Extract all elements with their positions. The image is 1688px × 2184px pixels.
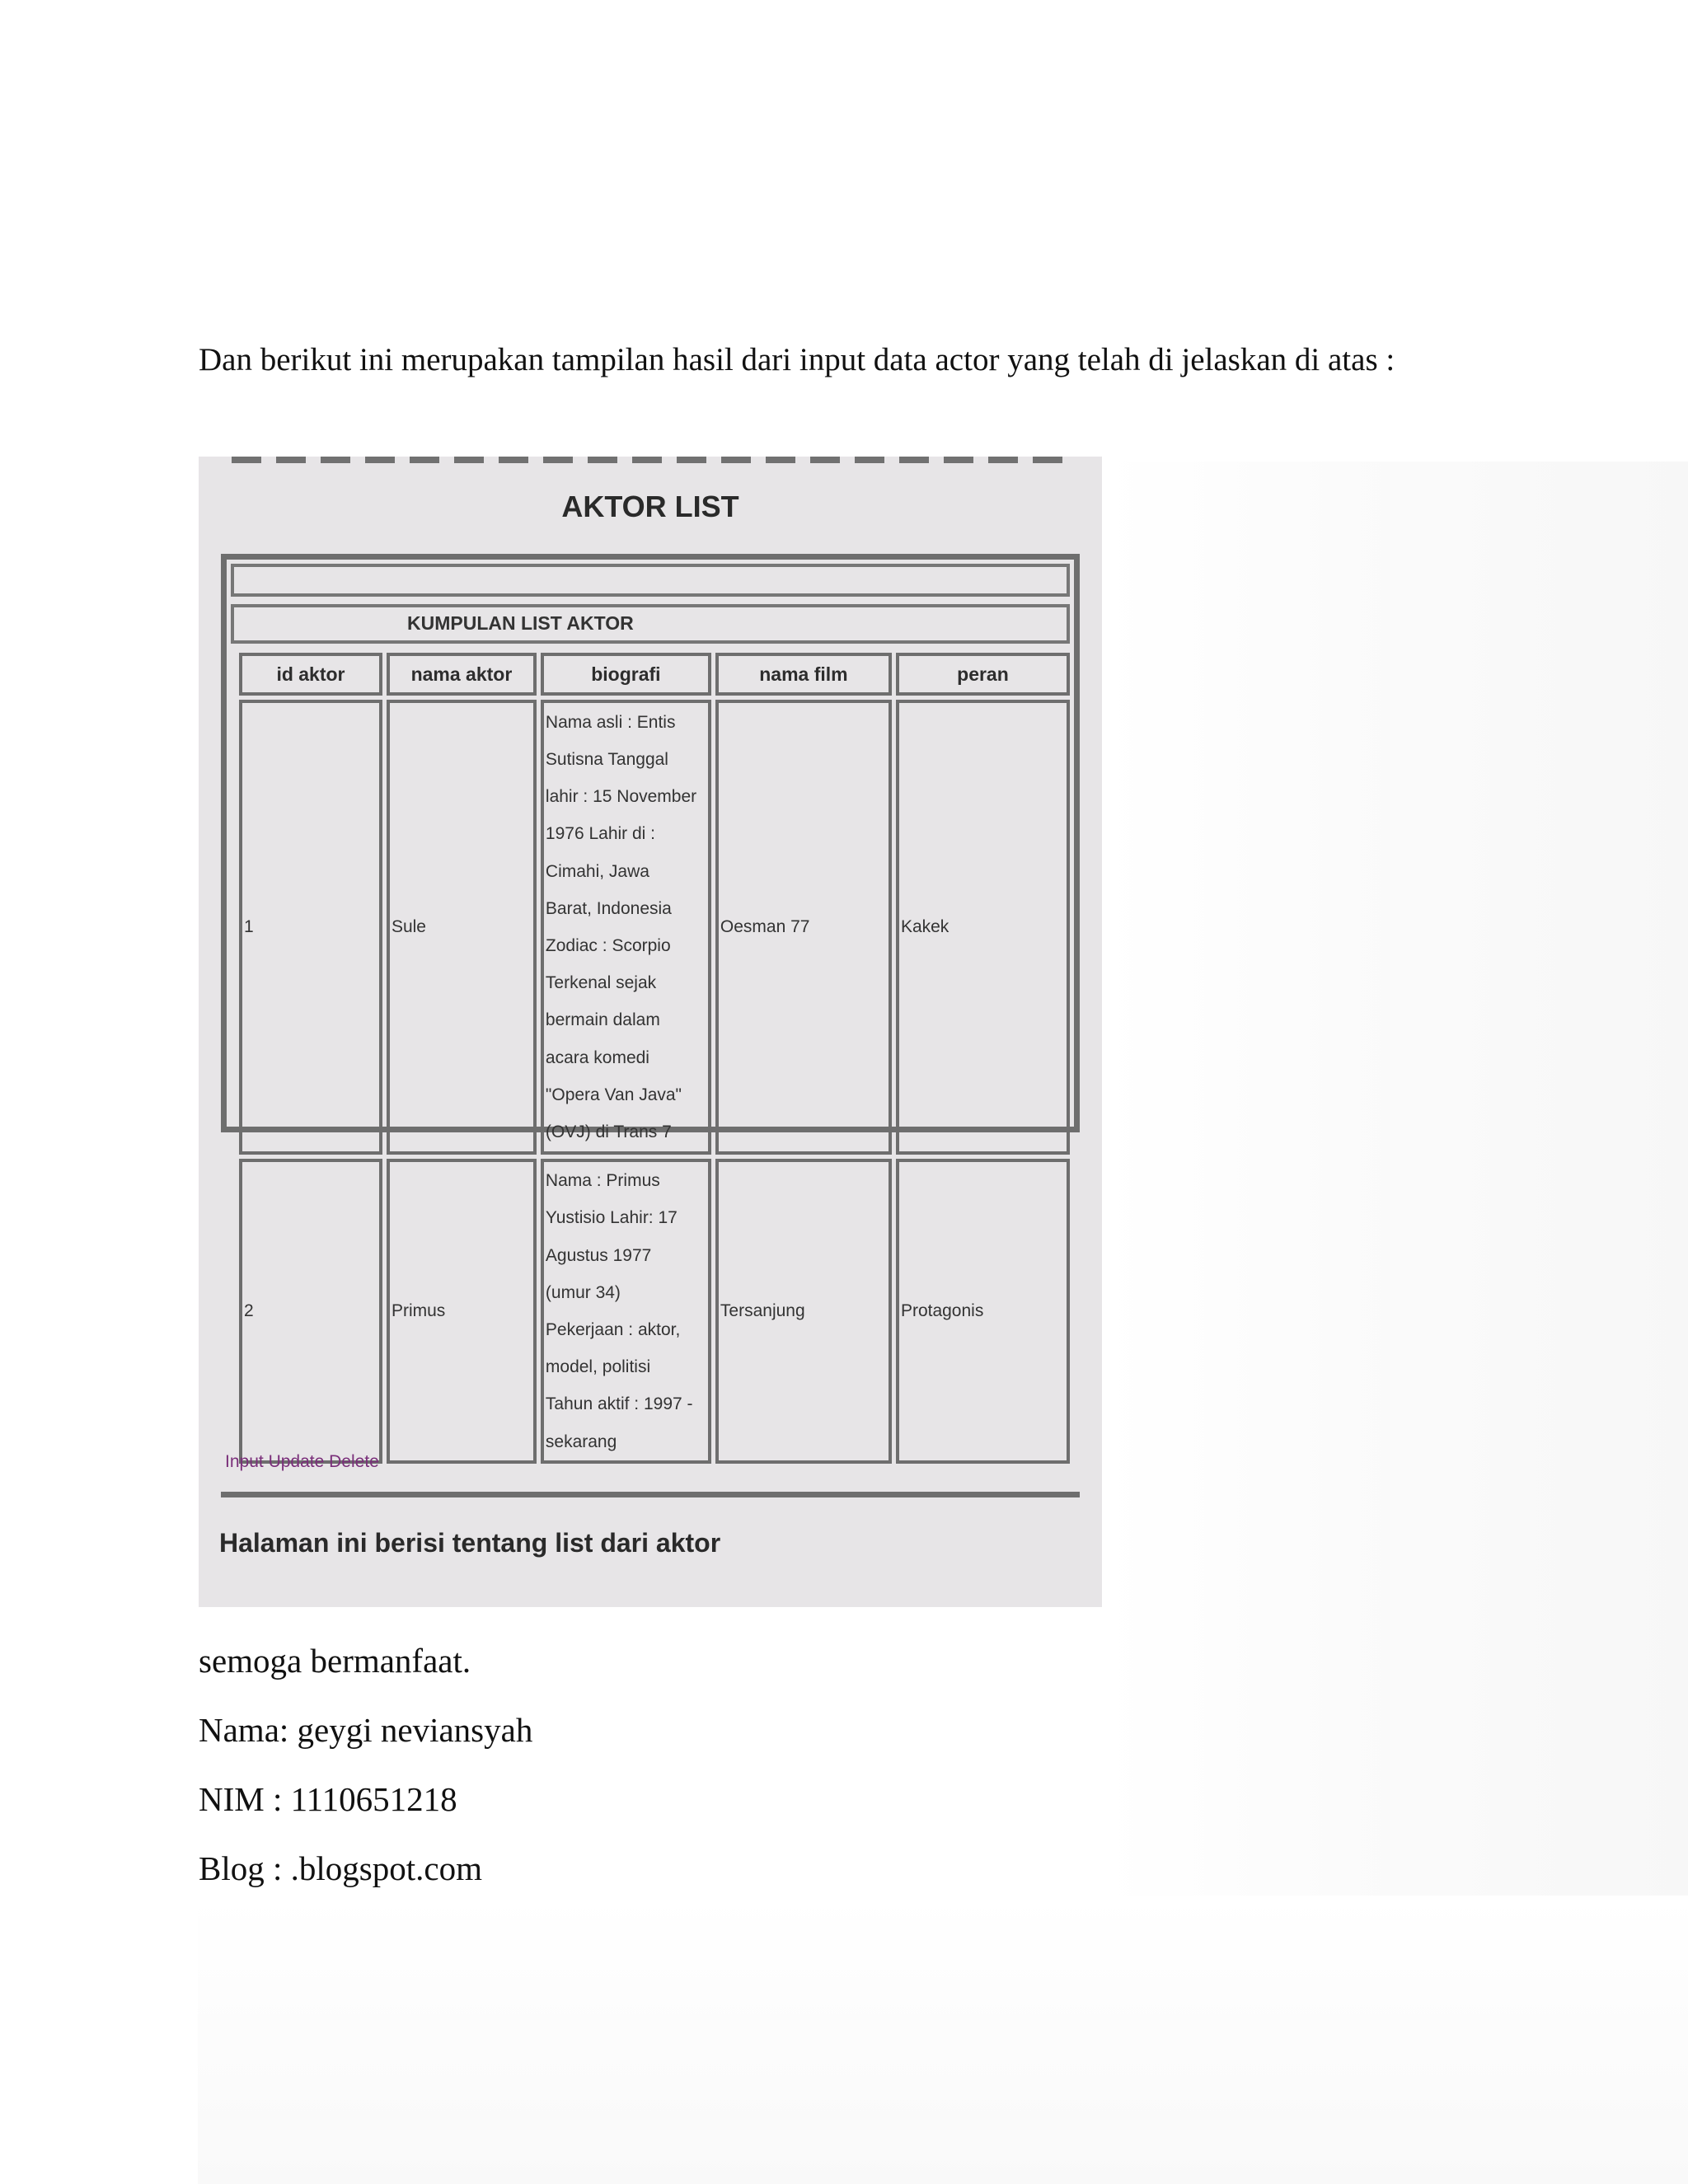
table-caption-row xyxy=(231,604,1070,644)
table-row xyxy=(239,700,1070,1155)
column-header-film: nama film xyxy=(715,653,892,696)
cell-biografi xyxy=(541,1159,711,1464)
author-nim: NIM : 1110651218 xyxy=(199,1780,457,1818)
column-header-id: id aktor xyxy=(239,653,382,696)
screenshot-footer: Halaman ini berisi tentang list dari aktor xyxy=(219,1528,721,1558)
bio-line: 1976 Lahir di : xyxy=(545,824,656,844)
bio-line: lahir : 15 November xyxy=(545,787,697,807)
update-link[interactable]: Update xyxy=(268,1452,325,1471)
closing-thanks: semoga bermanfaat. xyxy=(199,1642,471,1680)
column-header-biografi: biografi xyxy=(541,653,711,696)
cell-peran: Protagonis xyxy=(896,1159,1070,1464)
bio-line: Agustus 1977 xyxy=(545,1245,652,1265)
bio-line: bermain dalam xyxy=(545,1010,660,1030)
action-links xyxy=(225,1452,1076,1485)
frame-bottom-border xyxy=(221,1492,1080,1497)
cell-nama: Primus xyxy=(387,1159,537,1464)
input-link[interactable]: Input xyxy=(225,1452,264,1471)
aktor-table xyxy=(235,649,1074,1468)
delete-link[interactable]: Delete xyxy=(329,1452,379,1471)
cell-nama: Sule xyxy=(387,700,537,1155)
bio-line: Pekerjaan : aktor, xyxy=(545,1320,681,1339)
table-header-row xyxy=(239,653,1070,696)
bio-line: Tahun aktif : 1997 - xyxy=(545,1394,693,1414)
bio-line: Cimahi, Jawa xyxy=(545,861,649,881)
bio-line: Barat, Indonesia xyxy=(545,898,672,918)
embedded-screenshot xyxy=(199,457,1102,1607)
column-header-nama: nama aktor xyxy=(387,653,537,696)
bio-line: sekarang xyxy=(545,1432,617,1451)
bio-line: Nama asli : Entis xyxy=(545,712,676,732)
empty-header-row xyxy=(231,564,1070,597)
page-shading-lower xyxy=(198,1896,1688,2184)
cell-id: 1 xyxy=(239,700,382,1155)
author-name: Nama: geygi neviansyah xyxy=(199,1711,533,1749)
column-header-peran: peran xyxy=(896,653,1070,696)
cell-id: 2 xyxy=(239,1159,382,1464)
bio-line: acara komedi xyxy=(545,1047,649,1067)
bio-line: Yustisio Lahir: 17 xyxy=(545,1208,678,1228)
bio-line: (umur 34) xyxy=(545,1282,621,1302)
screenshot-title: AKTOR LIST xyxy=(561,490,739,523)
table-caption: KUMPULAN LIST AKTOR xyxy=(407,612,634,634)
aktor-table-frame xyxy=(221,554,1080,1451)
bio-line: model, politisi xyxy=(545,1357,651,1377)
bio-line: Zodiac : Scorpio xyxy=(545,936,671,955)
bio-line: Sutisna Tanggal xyxy=(545,749,668,769)
cell-peran: Kakek xyxy=(896,700,1070,1155)
table-row xyxy=(239,1159,1070,1464)
cell-film: Oesman 77 xyxy=(715,700,892,1155)
intro-paragraph: Dan berikut ini merupakan tampilan hasil dari input data actor yang telah di jelaskan di atas : xyxy=(199,342,1395,377)
bio-line: (OVJ) di Trans 7 xyxy=(545,1122,672,1142)
bio-line: Terkenal sejak xyxy=(545,973,657,993)
author-blog: Blog : .blogspot.com xyxy=(199,1849,482,1887)
cell-biografi xyxy=(541,700,711,1155)
bio-line: Nama : Primus xyxy=(545,1171,660,1191)
bio-line: "Opera Van Java" xyxy=(545,1085,682,1104)
cropped-header-text xyxy=(232,457,1064,463)
cell-film: Tersanjung xyxy=(715,1159,892,1464)
